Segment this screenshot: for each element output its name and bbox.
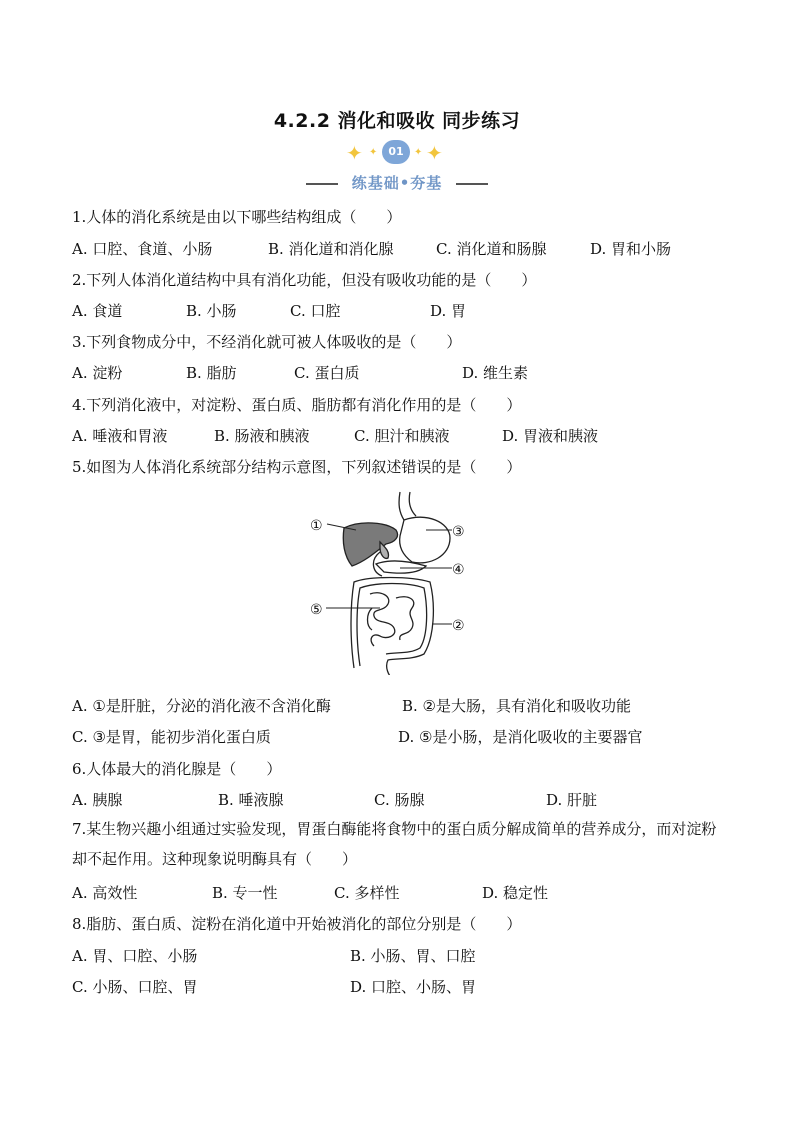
star-icon: ✦ [414, 147, 423, 158]
question-stem: 3.下列食物成分中，不经消化就可被人体吸收的是（ ） [72, 333, 462, 351]
option-b: B. 消化道和消化腺 [268, 240, 394, 258]
option-c: C. 消化道和肠腺 [436, 240, 547, 258]
question-stem: 5.如图为人体消化系统部分结构示意图，下列叙述错误的是（ ） [72, 458, 522, 476]
diagram-label-1: ① [310, 518, 323, 534]
option-c: C. 口腔 [290, 302, 341, 320]
option-c: C. 肠腺 [374, 791, 425, 809]
digestive-system-diagram [300, 490, 480, 675]
option-b: B. 小肠、胃、口腔 [350, 947, 476, 965]
option-b: B. 专一性 [212, 884, 278, 902]
option-c: C. 胆汁和胰液 [354, 427, 450, 445]
option-c: C. 小肠、口腔、胃 [72, 978, 198, 996]
option-a: A. 唾液和胃液 [72, 427, 168, 445]
question-stem: 6.人体最大的消化腺是（ ） [72, 760, 282, 778]
diagram-label-2: ② [452, 618, 465, 634]
option-a: A. 高效性 [72, 884, 138, 902]
option-d: D. 口腔、小肠、胃 [350, 978, 477, 996]
star-icon: ✦ [426, 141, 443, 165]
divider [456, 183, 488, 185]
option-a: A. 淀粉 [72, 364, 123, 382]
option-d: D. 胃 [430, 302, 467, 320]
option-b: B. 小肠 [186, 302, 237, 320]
option-d: D. 肝脏 [546, 791, 598, 809]
option-c: C. 蛋白质 [294, 364, 360, 382]
diagram-label-4: ④ [452, 562, 465, 578]
option-d: D. 胃液和胰液 [502, 427, 599, 445]
option-b: B. 肠液和胰液 [214, 427, 310, 445]
question-stem: 7.某生物兴趣小组通过实验发现，胃蛋白酶能将食物中的蛋白质分解成简单的营养成分，而对淀粉却不起作用。这种现象说明酶具有（ ） [72, 820, 717, 868]
option-a: A. 食道 [72, 302, 123, 320]
option-c: C. ③是胃，能初步消化蛋白质 [72, 728, 271, 746]
diagram-label-3: ③ [452, 524, 465, 540]
option-c: C. 多样性 [334, 884, 400, 902]
section-title: 练基础•夯基 [351, 174, 443, 192]
section-number-badge: 01 [382, 140, 410, 164]
section-heading [0, 172, 794, 194]
question-stem: 8.脂肪、蛋白质、淀粉在消化道中开始被消化的部位分别是（ ） [72, 915, 522, 933]
option-d: D. ⑤是小肠，是消化吸收的主要器官 [398, 728, 643, 746]
option-d: D. 维生素 [462, 364, 529, 382]
option-b: B. ②是大肠，具有消化和吸收功能 [402, 697, 632, 715]
option-b: B. 脂肪 [186, 364, 237, 382]
option-d: D. 胃和小肠 [590, 240, 672, 258]
badge-row [0, 140, 794, 170]
page-title: 4.2.2 消化和吸收 同步练习 [273, 110, 521, 132]
option-a: A. 口腔、食道、小肠 [72, 240, 213, 258]
option-a: A. ①是肝脏，分泌的消化液不含消化酶 [72, 697, 331, 715]
option-b: B. 唾液腺 [218, 791, 284, 809]
question-stem: 1.人体的消化系统是由以下哪些结构组成（ ） [72, 208, 402, 226]
option-a: A. 胃、口腔、小肠 [72, 947, 198, 965]
option-a: A. 胰腺 [72, 791, 123, 809]
diagram-label-5: ⑤ [310, 602, 323, 618]
question-stem: 2.下列人体消化道结构中具有消化功能，但没有吸收功能的是（ ） [72, 271, 537, 289]
question-stem: 4.下列消化液中，对淀粉、蛋白质、脂肪都有消化作用的是（ ） [72, 396, 522, 414]
star-icon: ✦ [369, 147, 378, 158]
small-intestine-shape [368, 593, 414, 646]
option-d: D. 稳定性 [482, 884, 549, 902]
stomach-shape [400, 517, 450, 563]
star-icon: ✦ [346, 141, 363, 165]
